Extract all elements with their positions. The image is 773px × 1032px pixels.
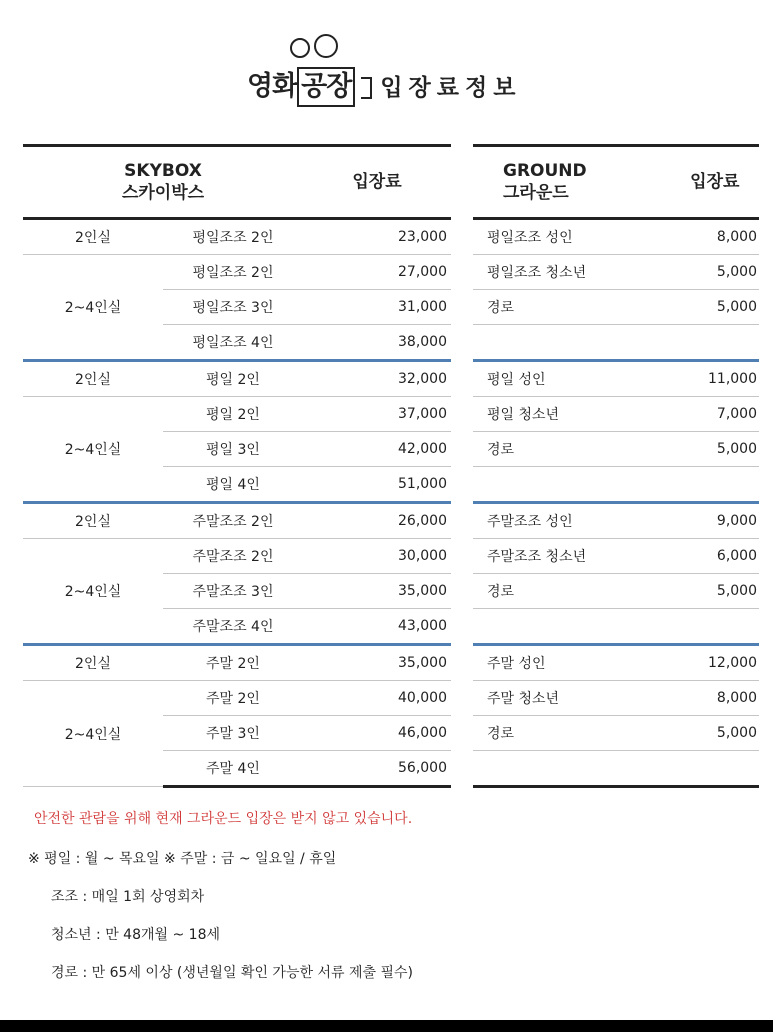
skybox-type-cell: 평일 2인 bbox=[163, 361, 303, 397]
film-reel-icon bbox=[290, 34, 342, 62]
ground-type-cell: 평일조조 청소년 bbox=[473, 255, 671, 290]
ground-price-cell bbox=[671, 325, 759, 361]
ground-row bbox=[473, 503, 759, 539]
day-definition: ※ 평일 : 월 ~ 목요일 ※ 주말 : 금 ~ 일요일 / 휴일 bbox=[28, 851, 337, 867]
ground-type-cell: 평일조조 성인 bbox=[473, 219, 671, 255]
page-header bbox=[0, 30, 773, 120]
youth-definition: 청소년 : 만 48개월 ~ 18세 bbox=[51, 927, 220, 943]
notes-section bbox=[28, 808, 754, 1000]
page-title: 입장료정보 bbox=[380, 75, 522, 101]
skybox-price-header: 입장료 bbox=[352, 172, 402, 192]
ground-price-cell: 8,000 bbox=[671, 681, 759, 716]
ground-type-cell: 주말 청소년 bbox=[473, 681, 671, 716]
skybox-price-cell: 23,000 bbox=[303, 219, 451, 255]
skybox-price-cell: 40,000 bbox=[303, 681, 451, 716]
ground-type-cell: 경로 bbox=[473, 716, 671, 751]
skybox-type-cell: 주말조조 2인 bbox=[163, 503, 303, 539]
ground-price-cell bbox=[671, 609, 759, 645]
skybox-room-cell: 2인실 bbox=[23, 361, 163, 397]
skybox-room-cell: 2인실 bbox=[23, 503, 163, 539]
ground-row bbox=[473, 397, 759, 432]
skybox-type-cell: 평일 3인 bbox=[163, 432, 303, 467]
skybox-price-cell: 43,000 bbox=[303, 609, 451, 645]
ground-price-cell: 5,000 bbox=[671, 716, 759, 751]
skybox-room-cell: 2인실 bbox=[23, 219, 163, 255]
ground-row bbox=[473, 609, 759, 645]
skybox-price-cell: 38,000 bbox=[303, 325, 451, 361]
skybox-row bbox=[23, 219, 451, 255]
ground-price-cell: 5,000 bbox=[671, 290, 759, 325]
skybox-price-cell: 46,000 bbox=[303, 716, 451, 751]
ground-row bbox=[473, 645, 759, 681]
logo-title bbox=[247, 64, 521, 107]
skybox-row bbox=[23, 397, 451, 432]
skybox-row bbox=[23, 255, 451, 290]
skybox-type-cell: 주말조조 2인 bbox=[163, 539, 303, 574]
skybox-row bbox=[23, 539, 451, 574]
skybox-type-cell: 주말 4인 bbox=[163, 751, 303, 787]
ground-row bbox=[473, 361, 759, 397]
skybox-price-cell: 27,000 bbox=[303, 255, 451, 290]
ground-row bbox=[473, 467, 759, 503]
skybox-row bbox=[23, 645, 451, 681]
ground-price-cell: 9,000 bbox=[671, 503, 759, 539]
ground-closed-warning: 안전한 관람을 위해 현재 그라운드 입장은 받지 않고 있습니다. bbox=[34, 811, 413, 827]
skybox-type-cell: 평일조조 2인 bbox=[163, 219, 303, 255]
ground-type-cell: 경로 bbox=[473, 574, 671, 609]
skybox-row bbox=[23, 361, 451, 397]
logo-brand: 영화 공장 bbox=[247, 71, 355, 102]
ground-row bbox=[473, 574, 759, 609]
ground-price-cell: 5,000 bbox=[671, 574, 759, 609]
ground-row bbox=[473, 751, 759, 787]
skybox-price-cell: 35,000 bbox=[303, 574, 451, 609]
ground-type-cell: 주말 성인 bbox=[473, 645, 671, 681]
skybox-row bbox=[23, 681, 451, 716]
skybox-type-cell: 주말조조 3인 bbox=[163, 574, 303, 609]
ground-type-cell: 주말조조 성인 bbox=[473, 503, 671, 539]
ground-row bbox=[473, 325, 759, 361]
skybox-type-cell: 주말조조 4인 bbox=[163, 609, 303, 645]
skybox-type-cell: 평일조조 3인 bbox=[163, 290, 303, 325]
ground-price-cell bbox=[671, 751, 759, 787]
skybox-price-cell: 56,000 bbox=[303, 751, 451, 787]
skybox-price-cell: 35,000 bbox=[303, 645, 451, 681]
ground-price-cell: 11,000 bbox=[671, 361, 759, 397]
skybox-room-cell: 2~4인실 bbox=[23, 397, 163, 503]
skybox-price-cell: 30,000 bbox=[303, 539, 451, 574]
skybox-header: SKYBOX 스카이박스 bbox=[121, 161, 205, 203]
morning-definition: 조조 : 매일 1회 상영회차 bbox=[51, 889, 205, 905]
ground-row bbox=[473, 539, 759, 574]
ground-type-cell bbox=[473, 325, 671, 361]
ground-price-header: 입장료 bbox=[690, 172, 740, 192]
skybox-price-cell: 37,000 bbox=[303, 397, 451, 432]
skybox-price-cell: 31,000 bbox=[303, 290, 451, 325]
skybox-room-cell: 2~4인실 bbox=[23, 255, 163, 361]
skybox-room-cell: 2~4인실 bbox=[23, 539, 163, 645]
ground-price-cell: 6,000 bbox=[671, 539, 759, 574]
skybox-price-cell: 32,000 bbox=[303, 361, 451, 397]
skybox-price-table bbox=[23, 144, 451, 788]
ground-type-cell: 주말조조 청소년 bbox=[473, 539, 671, 574]
senior-definition: 경로 : 만 65세 이상 (생년월일 확인 가능한 서류 제출 필수) bbox=[51, 965, 413, 981]
skybox-row bbox=[23, 503, 451, 539]
skybox-type-cell: 평일 4인 bbox=[163, 467, 303, 503]
skybox-room-cell: 2~4인실 bbox=[23, 681, 163, 787]
ground-price-cell: 8,000 bbox=[671, 219, 759, 255]
ground-type-cell: 경로 bbox=[473, 432, 671, 467]
skybox-price-cell: 42,000 bbox=[303, 432, 451, 467]
ground-price-cell: 12,000 bbox=[671, 645, 759, 681]
ground-price-cell bbox=[671, 467, 759, 503]
camera-bracket-icon bbox=[361, 77, 372, 99]
ground-type-cell: 평일 청소년 bbox=[473, 397, 671, 432]
skybox-type-cell: 주말 2인 bbox=[163, 645, 303, 681]
ground-type-cell: 경로 bbox=[473, 290, 671, 325]
ground-price-cell: 5,000 bbox=[671, 255, 759, 290]
skybox-type-cell: 평일조조 4인 bbox=[163, 325, 303, 361]
skybox-price-cell: 51,000 bbox=[303, 467, 451, 503]
skybox-type-cell: 평일 2인 bbox=[163, 397, 303, 432]
ground-row bbox=[473, 681, 759, 716]
ground-type-cell: 평일 성인 bbox=[473, 361, 671, 397]
skybox-room-cell: 2인실 bbox=[23, 645, 163, 681]
skybox-type-cell: 평일조조 2인 bbox=[163, 255, 303, 290]
ground-price-cell: 7,000 bbox=[671, 397, 759, 432]
ground-row bbox=[473, 432, 759, 467]
ground-type-cell bbox=[473, 609, 671, 645]
ground-type-cell bbox=[473, 751, 671, 787]
skybox-type-cell: 주말 3인 bbox=[163, 716, 303, 751]
ground-price-cell: 5,000 bbox=[671, 432, 759, 467]
ground-header: GROUND 그라운드 bbox=[503, 161, 587, 203]
ground-row bbox=[473, 255, 759, 290]
ground-row bbox=[473, 716, 759, 751]
ground-row bbox=[473, 219, 759, 255]
ground-price-table bbox=[473, 144, 759, 788]
bottom-bar bbox=[0, 1020, 773, 1032]
skybox-type-cell: 주말 2인 bbox=[163, 681, 303, 716]
ground-type-cell bbox=[473, 467, 671, 503]
skybox-price-cell: 26,000 bbox=[303, 503, 451, 539]
ground-row bbox=[473, 290, 759, 325]
